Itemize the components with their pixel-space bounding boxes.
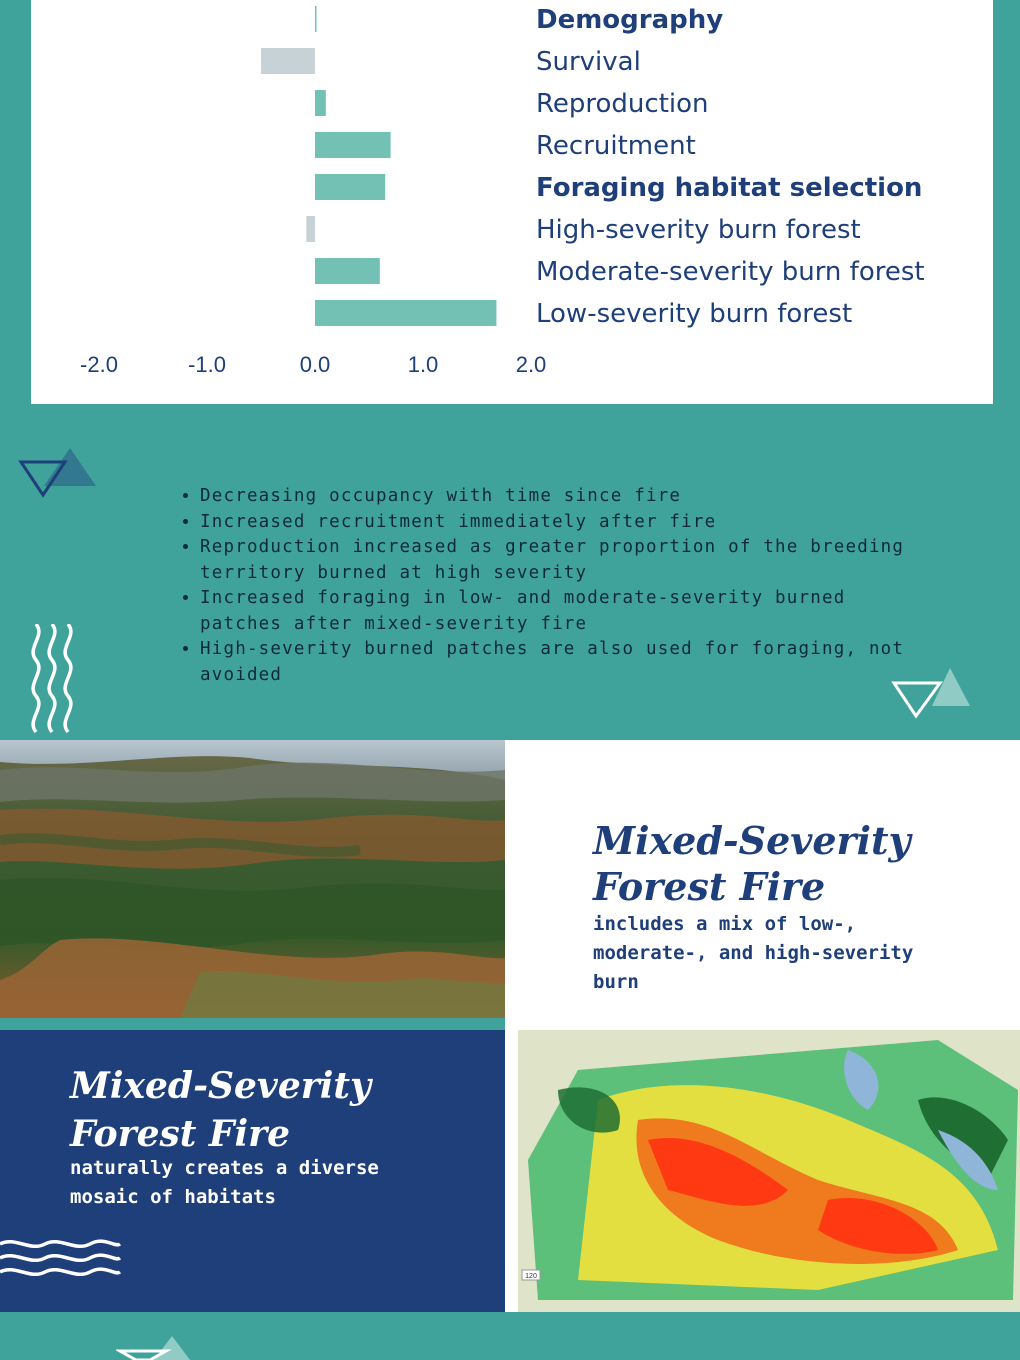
tick-label: 0.0 bbox=[299, 352, 331, 377]
forest-fire-photo bbox=[0, 740, 505, 1018]
list-item: • Decreasing occupancy with time since fire bbox=[200, 484, 920, 510]
category-label: Recruitment bbox=[536, 131, 696, 161]
waves-icon bbox=[0, 1236, 122, 1284]
panel-title: Mixed-Severity Forest Fire bbox=[70, 1065, 371, 1155]
list-item: • Reproduction increased as greater proportion of the breeding territory burned at high severity bbox=[200, 535, 920, 586]
category-label: High-severity burn forest bbox=[536, 215, 861, 245]
category-label: Moderate-severity burn forest bbox=[536, 257, 925, 287]
tick-label: -2.0 bbox=[80, 352, 118, 377]
mixed-severity-info-panel bbox=[505, 740, 1020, 1030]
triangle-decoration-icon bbox=[116, 1334, 196, 1360]
chart-bar bbox=[315, 174, 385, 200]
panel-subtitle: naturally creates a diverse mosaic of habitats bbox=[70, 1157, 379, 1208]
effects-chart-card bbox=[31, 0, 993, 404]
chart-bar bbox=[306, 216, 315, 242]
list-item: • Increased recruitment immediately after fire bbox=[200, 510, 920, 536]
chart-bar bbox=[315, 132, 391, 158]
list-item: • Increased foraging in low- and moderate-severity burned patches after mixed-severity fire bbox=[200, 586, 920, 637]
panel-subtitle: includes a mix of low-, moderate-, and high-severity burn bbox=[593, 913, 914, 993]
category-label: Foraging habitat selection bbox=[536, 173, 923, 203]
list-item: • High-severity burned patches are also used for foraging, not avoided bbox=[200, 637, 920, 688]
route-label: 120 bbox=[525, 1273, 537, 1280]
chart-bar bbox=[315, 300, 496, 326]
chart-bar bbox=[261, 48, 315, 74]
burn-severity-map bbox=[518, 1030, 1020, 1312]
effects-bar-chart bbox=[31, 0, 993, 404]
category-label: Survival bbox=[536, 47, 641, 77]
chart-bar bbox=[315, 258, 380, 284]
tick-label: 2.0 bbox=[515, 352, 547, 377]
findings-list bbox=[178, 484, 920, 688]
mosaic-habitats-panel bbox=[0, 1030, 505, 1312]
category-label: Low-severity burn forest bbox=[536, 299, 853, 329]
burn-severity-map-panel bbox=[505, 1030, 1020, 1312]
tick-label: -1.0 bbox=[188, 352, 226, 377]
category-label: Demography bbox=[536, 5, 724, 35]
tick-label: 1.0 bbox=[407, 352, 439, 377]
wavy-lines-icon bbox=[28, 624, 78, 740]
triangle-decoration-icon bbox=[18, 446, 100, 498]
panel-title: Mixed-Severity Forest Fire bbox=[593, 818, 911, 909]
chart-bar bbox=[315, 90, 326, 116]
category-label: Reproduction bbox=[536, 89, 709, 119]
chart-bar bbox=[315, 6, 317, 32]
